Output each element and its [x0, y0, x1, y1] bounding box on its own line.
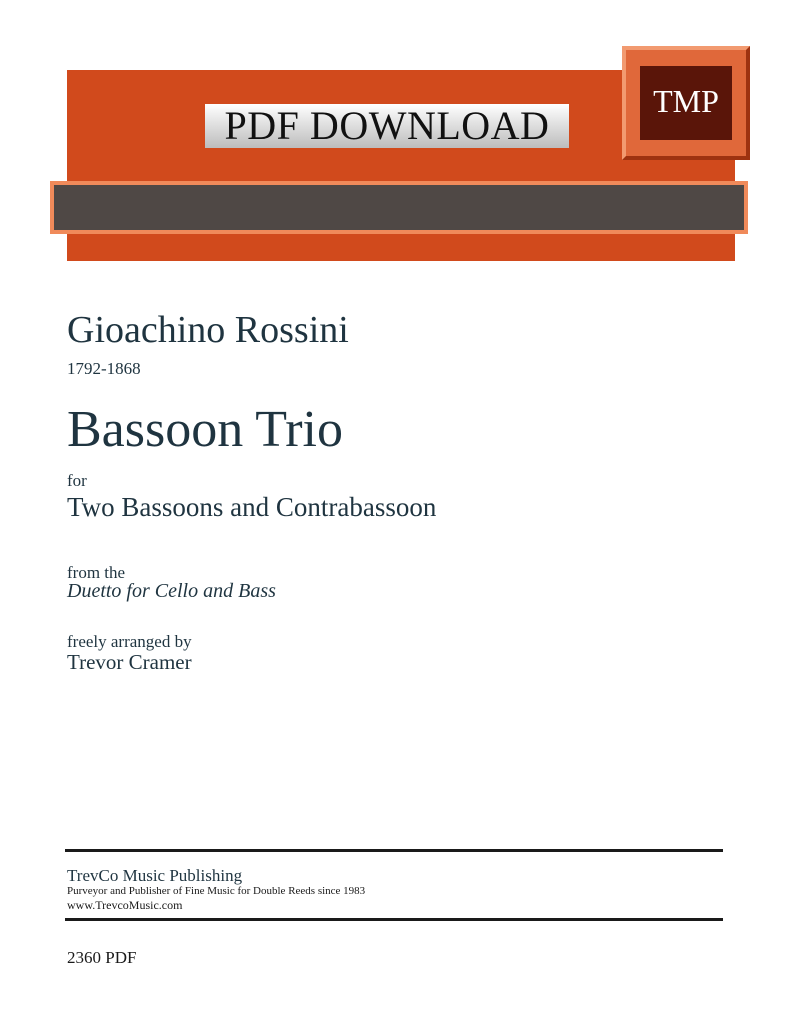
header-strip: [50, 181, 748, 234]
publisher-name: TrevCo Music Publishing: [67, 866, 243, 885]
divider-top: [65, 849, 723, 852]
pdf-download-label: PDF DOWNLOAD: [205, 104, 569, 148]
for-label: for: [67, 471, 87, 490]
composer-name: Gioachino Rossini: [67, 309, 349, 351]
work-title: Bassoon Trio: [67, 401, 343, 458]
instrumentation: Two Bassoons and Contrabassoon: [67, 492, 437, 522]
catalog-number: 2360 PDF: [67, 948, 137, 967]
from-label: from the: [67, 563, 126, 582]
arranged-label: freely arranged by: [67, 632, 192, 651]
header-strip-inner: [54, 185, 744, 230]
tmp-badge: [622, 46, 750, 160]
source-work: Duetto for Cello and Bass: [67, 580, 276, 602]
arranger-name: Trevor Cramer: [67, 650, 192, 674]
composer-dates: 1792-1868: [67, 359, 141, 378]
publisher-website: www.TrevcoMusic.com: [67, 898, 183, 912]
publisher-tagline: Purveyor and Publisher of Fine Music for Double Reeds since 1983: [67, 885, 366, 897]
divider-bottom: [65, 918, 723, 921]
tmp-badge-label: TMP: [640, 66, 732, 140]
